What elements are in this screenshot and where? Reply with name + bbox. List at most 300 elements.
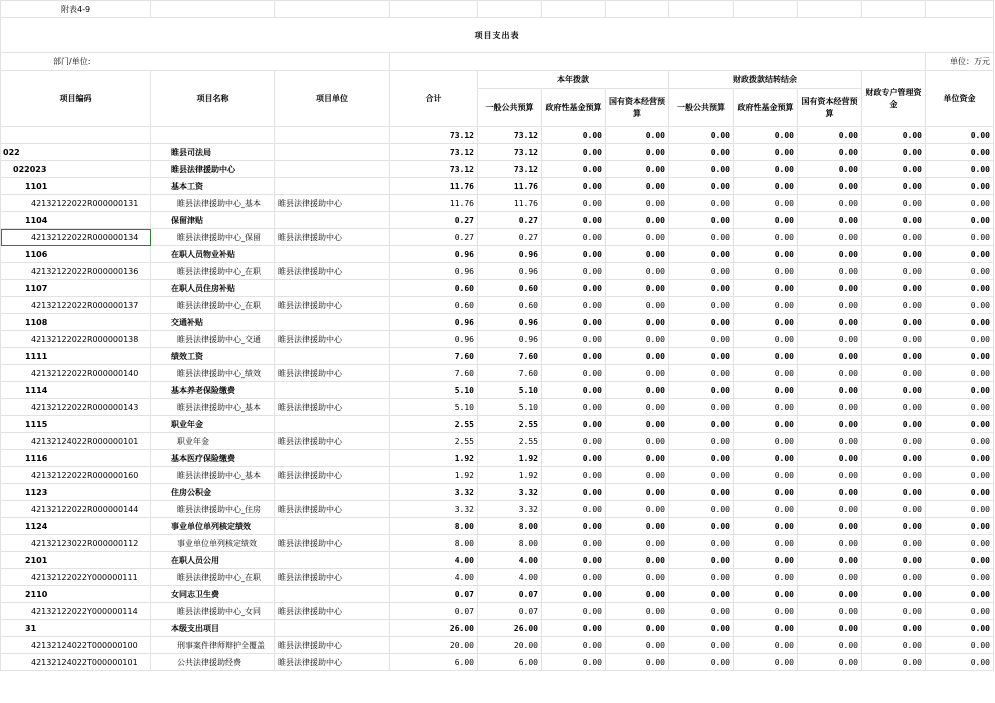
- cell-c_gf[interactable]: 0.00: [734, 331, 798, 348]
- cell-own[interactable]: 0.00: [926, 348, 994, 365]
- cell-unit[interactable]: 睢县法律援助中心: [275, 535, 390, 552]
- cell-unit[interactable]: [275, 586, 390, 603]
- cell-sp[interactable]: 0.00: [862, 586, 926, 603]
- cell-sc[interactable]: 0.00: [606, 535, 669, 552]
- cell-sp[interactable]: 0.00: [862, 535, 926, 552]
- cell-total[interactable]: 0.96: [390, 246, 478, 263]
- cell-gp[interactable]: 4.00: [478, 552, 542, 569]
- cell-c_sc[interactable]: 0.00: [798, 348, 862, 365]
- cell-sc[interactable]: 0.00: [606, 229, 669, 246]
- cell-own[interactable]: 0.00: [926, 416, 994, 433]
- cell-c_gp[interactable]: 0.00: [669, 399, 734, 416]
- cell-own[interactable]: 0.00: [926, 535, 994, 552]
- cell-c_sc[interactable]: 0.00: [798, 501, 862, 518]
- cell-c_sc[interactable]: 0.00: [798, 246, 862, 263]
- cell-c_sc[interactable]: 0.00: [798, 331, 862, 348]
- cell-sp[interactable]: 0.00: [862, 552, 926, 569]
- cell-c_sc[interactable]: 0.00: [798, 518, 862, 535]
- cell-own[interactable]: 0.00: [926, 195, 994, 212]
- cell-sc[interactable]: 0.00: [606, 484, 669, 501]
- cell-gf[interactable]: 0.00: [542, 637, 606, 654]
- cell-gp[interactable]: 11.76: [478, 178, 542, 195]
- cell-c_gp[interactable]: 0.00: [669, 467, 734, 484]
- cell-unit[interactable]: 睢县法律援助中心: [275, 637, 390, 654]
- cell-total[interactable]: 0.07: [390, 586, 478, 603]
- cell-sp[interactable]: 0.00: [862, 263, 926, 280]
- cell-sc[interactable]: 0.00: [606, 501, 669, 518]
- cell-gp[interactable]: 3.32: [478, 484, 542, 501]
- cell-name[interactable]: 睢县法律援助中心_绩效: [151, 365, 275, 382]
- cell-name[interactable]: 睢县司法局: [151, 144, 275, 161]
- cell-c_gf[interactable]: 0.00: [734, 484, 798, 501]
- cell-own[interactable]: 0.00: [926, 161, 994, 178]
- cell-gp[interactable]: 5.10: [478, 382, 542, 399]
- cell-gf[interactable]: 0.00: [542, 569, 606, 586]
- cell-c_gf[interactable]: 0.00: [734, 144, 798, 161]
- cell-total[interactable]: 7.60: [390, 348, 478, 365]
- cell-total[interactable]: 0.60: [390, 280, 478, 297]
- cell-gf[interactable]: 0.00: [542, 314, 606, 331]
- cell-c_sc[interactable]: 0.00: [798, 195, 862, 212]
- cell-gp[interactable]: 26.00: [478, 620, 542, 637]
- cell-sc[interactable]: 0.00: [606, 212, 669, 229]
- cell-sc[interactable]: 0.00: [606, 314, 669, 331]
- cell-sp[interactable]: 0.00: [862, 161, 926, 178]
- cell-sc[interactable]: 0.00: [606, 280, 669, 297]
- cell-c_sc[interactable]: 0.00: [798, 280, 862, 297]
- cell-unit[interactable]: [275, 620, 390, 637]
- cell-c_gf[interactable]: 0.00: [734, 501, 798, 518]
- cell-unit[interactable]: 睢县法律援助中心: [275, 399, 390, 416]
- cell-gf[interactable]: 0.00: [542, 382, 606, 399]
- cell-sp[interactable]: 0.00: [862, 654, 926, 671]
- cell-gf[interactable]: 0.00: [542, 620, 606, 637]
- cell-c_gp[interactable]: 0.00: [669, 178, 734, 195]
- cell-gf[interactable]: 0.00: [542, 178, 606, 195]
- cell-name[interactable]: 职业年金: [151, 433, 275, 450]
- cell-gp[interactable]: 1.92: [478, 450, 542, 467]
- cell-sp[interactable]: 0.00: [862, 297, 926, 314]
- cell-c_gp[interactable]: 0.00: [669, 620, 734, 637]
- cell-name[interactable]: 本级支出项目: [151, 620, 275, 637]
- cell-unit[interactable]: [275, 382, 390, 399]
- cell-code[interactable]: 42132124022T000000100: [1, 637, 151, 654]
- cell-c_gp[interactable]: 0.00: [669, 586, 734, 603]
- cell-c_gp[interactable]: 0.00: [669, 382, 734, 399]
- cell-c_gp[interactable]: 0.00: [669, 552, 734, 569]
- cell-total[interactable]: 26.00: [390, 620, 478, 637]
- cell-sc[interactable]: 0.00: [606, 637, 669, 654]
- cell-gp[interactable]: 0.60: [478, 297, 542, 314]
- cell-sc[interactable]: 0.00: [606, 433, 669, 450]
- cell-name[interactable]: 交通补贴: [151, 314, 275, 331]
- cell-gp[interactable]: 0.60: [478, 280, 542, 297]
- cell-sp[interactable]: 0.00: [862, 484, 926, 501]
- cell-own[interactable]: 0.00: [926, 501, 994, 518]
- cell-unit[interactable]: [275, 484, 390, 501]
- cell-unit[interactable]: 睢县法律援助中心: [275, 603, 390, 620]
- cell-sc[interactable]: 0.00: [606, 161, 669, 178]
- cell-own[interactable]: 0.00: [926, 314, 994, 331]
- cell-c_gf[interactable]: 0.00: [734, 399, 798, 416]
- cell-name[interactable]: 基本医疗保险缴费: [151, 450, 275, 467]
- cell-c_gf[interactable]: 0.00: [734, 552, 798, 569]
- cell-c_gp[interactable]: 0.00: [669, 280, 734, 297]
- cell-code[interactable]: 1108: [1, 314, 151, 331]
- cell-gf[interactable]: 0.00: [542, 535, 606, 552]
- cell-gf[interactable]: 0.00: [542, 433, 606, 450]
- cell-own[interactable]: 0.00: [926, 144, 994, 161]
- cell-name[interactable]: 保留津贴: [151, 212, 275, 229]
- cell-sc[interactable]: 0.00: [606, 195, 669, 212]
- cell-c_gf[interactable]: 0.00: [734, 603, 798, 620]
- cell-sc[interactable]: 0.00: [606, 450, 669, 467]
- cell-name[interactable]: [151, 127, 275, 144]
- cell-unit[interactable]: 睢县法律援助中心: [275, 433, 390, 450]
- cell-c_gf[interactable]: 0.00: [734, 246, 798, 263]
- cell-c_sc[interactable]: 0.00: [798, 297, 862, 314]
- cell-gp[interactable]: 0.27: [478, 229, 542, 246]
- cell-name[interactable]: 睢县法律援助中心_基本: [151, 195, 275, 212]
- cell-c_gp[interactable]: 0.00: [669, 518, 734, 535]
- cell-sc[interactable]: 0.00: [606, 654, 669, 671]
- cell-code[interactable]: 42132122022R000000136: [1, 263, 151, 280]
- cell-name[interactable]: 公共法律援助经费: [151, 654, 275, 671]
- cell-sc[interactable]: 0.00: [606, 569, 669, 586]
- cell-total[interactable]: 0.27: [390, 229, 478, 246]
- cell-sc[interactable]: 0.00: [606, 263, 669, 280]
- cell-code[interactable]: 1116: [1, 450, 151, 467]
- cell-c_gp[interactable]: 0.00: [669, 212, 734, 229]
- cell-own[interactable]: 0.00: [926, 654, 994, 671]
- cell-gp[interactable]: 11.76: [478, 195, 542, 212]
- cell-c_gp[interactable]: 0.00: [669, 654, 734, 671]
- cell-unit[interactable]: [275, 450, 390, 467]
- cell-total[interactable]: 11.76: [390, 195, 478, 212]
- cell-total[interactable]: 4.00: [390, 569, 478, 586]
- cell-c_sc[interactable]: 0.00: [798, 229, 862, 246]
- cell-sp[interactable]: 0.00: [862, 178, 926, 195]
- cell-code[interactable]: 42132123022R000000112: [1, 535, 151, 552]
- cell-unit[interactable]: [275, 314, 390, 331]
- cell-c_gf[interactable]: 0.00: [734, 654, 798, 671]
- cell-total[interactable]: 3.32: [390, 484, 478, 501]
- cell-c_gp[interactable]: 0.00: [669, 229, 734, 246]
- cell-total[interactable]: 3.32: [390, 501, 478, 518]
- cell-c_sc[interactable]: 0.00: [798, 603, 862, 620]
- cell-name[interactable]: 刑事案件律师辩护全覆盖: [151, 637, 275, 654]
- cell-total[interactable]: 2.55: [390, 433, 478, 450]
- cell-code[interactable]: 1111: [1, 348, 151, 365]
- cell-unit[interactable]: [275, 212, 390, 229]
- cell-gf[interactable]: 0.00: [542, 246, 606, 263]
- cell-sp[interactable]: 0.00: [862, 620, 926, 637]
- cell-gp[interactable]: 0.96: [478, 331, 542, 348]
- cell-own[interactable]: 0.00: [926, 620, 994, 637]
- cell-own[interactable]: 0.00: [926, 467, 994, 484]
- cell-sc[interactable]: 0.00: [606, 331, 669, 348]
- cell-gf[interactable]: 0.00: [542, 603, 606, 620]
- cell-sp[interactable]: 0.00: [862, 280, 926, 297]
- cell-c_gp[interactable]: 0.00: [669, 433, 734, 450]
- cell-sc[interactable]: 0.00: [606, 348, 669, 365]
- cell-name[interactable]: 在职人员住房补贴: [151, 280, 275, 297]
- cell-c_gf[interactable]: 0.00: [734, 416, 798, 433]
- cell-unit[interactable]: 睢县法律援助中心: [275, 365, 390, 382]
- cell-c_gf[interactable]: 0.00: [734, 569, 798, 586]
- cell-c_gf[interactable]: 0.00: [734, 637, 798, 654]
- cell-total[interactable]: 8.00: [390, 535, 478, 552]
- cell-sc[interactable]: 0.00: [606, 603, 669, 620]
- cell-code[interactable]: 1106: [1, 246, 151, 263]
- cell-c_gp[interactable]: 0.00: [669, 161, 734, 178]
- cell-sp[interactable]: 0.00: [862, 229, 926, 246]
- cell-sc[interactable]: 0.00: [606, 416, 669, 433]
- cell-sp[interactable]: 0.00: [862, 144, 926, 161]
- cell-gf[interactable]: 0.00: [542, 229, 606, 246]
- cell-c_sc[interactable]: 0.00: [798, 586, 862, 603]
- cell-c_sc[interactable]: 0.00: [798, 433, 862, 450]
- cell-gp[interactable]: 73.12: [478, 144, 542, 161]
- cell-gf[interactable]: 0.00: [542, 450, 606, 467]
- cell-c_gp[interactable]: 0.00: [669, 501, 734, 518]
- cell-sp[interactable]: 0.00: [862, 603, 926, 620]
- cell-own[interactable]: 0.00: [926, 586, 994, 603]
- cell-sp[interactable]: 0.00: [862, 382, 926, 399]
- cell-gf[interactable]: 0.00: [542, 518, 606, 535]
- cell-gf[interactable]: 0.00: [542, 280, 606, 297]
- cell-gp[interactable]: 7.60: [478, 348, 542, 365]
- cell-c_sc[interactable]: 0.00: [798, 161, 862, 178]
- cell-sp[interactable]: 0.00: [862, 467, 926, 484]
- cell-gp[interactable]: 0.07: [478, 586, 542, 603]
- cell-sc[interactable]: 0.00: [606, 178, 669, 195]
- cell-total[interactable]: 0.60: [390, 297, 478, 314]
- cell-own[interactable]: 0.00: [926, 280, 994, 297]
- cell-total[interactable]: 5.10: [390, 382, 478, 399]
- cell-total[interactable]: 4.00: [390, 552, 478, 569]
- cell-sc[interactable]: 0.00: [606, 144, 669, 161]
- cell-sp[interactable]: 0.00: [862, 331, 926, 348]
- cell-unit[interactable]: 睢县法律援助中心: [275, 467, 390, 484]
- cell-unit[interactable]: [275, 348, 390, 365]
- cell-c_sc[interactable]: 0.00: [798, 552, 862, 569]
- cell-c_gp[interactable]: 0.00: [669, 569, 734, 586]
- cell-code[interactable]: 31: [1, 620, 151, 637]
- cell-c_gp[interactable]: 0.00: [669, 365, 734, 382]
- cell-total[interactable]: 20.00: [390, 637, 478, 654]
- cell-code[interactable]: 42132122022R000000137: [1, 297, 151, 314]
- cell-unit[interactable]: [275, 280, 390, 297]
- cell-own[interactable]: 0.00: [926, 246, 994, 263]
- cell-total[interactable]: 2.55: [390, 416, 478, 433]
- cell-c_sc[interactable]: 0.00: [798, 399, 862, 416]
- cell-gf[interactable]: 0.00: [542, 399, 606, 416]
- cell-gp[interactable]: 6.00: [478, 654, 542, 671]
- cell-sp[interactable]: 0.00: [862, 348, 926, 365]
- cell-gp[interactable]: 73.12: [478, 161, 542, 178]
- cell-gf[interactable]: 0.00: [542, 654, 606, 671]
- cell-c_sc[interactable]: 0.00: [798, 382, 862, 399]
- cell-gp[interactable]: 3.32: [478, 501, 542, 518]
- cell-own[interactable]: 0.00: [926, 569, 994, 586]
- cell-gp[interactable]: 0.96: [478, 263, 542, 280]
- cell-total[interactable]: 0.96: [390, 331, 478, 348]
- cell-name[interactable]: 睢县法律援助中心_女同: [151, 603, 275, 620]
- cell-c_gf[interactable]: 0.00: [734, 127, 798, 144]
- cell-own[interactable]: 0.00: [926, 433, 994, 450]
- cell-code[interactable]: 42132122022R000000134: [1, 229, 151, 246]
- cell-c_gf[interactable]: 0.00: [734, 297, 798, 314]
- cell-unit[interactable]: 睢县法律援助中心: [275, 569, 390, 586]
- cell-total[interactable]: 11.76: [390, 178, 478, 195]
- cell-sc[interactable]: 0.00: [606, 467, 669, 484]
- cell-unit[interactable]: [275, 246, 390, 263]
- cell-own[interactable]: 0.00: [926, 637, 994, 654]
- cell-c_gf[interactable]: 0.00: [734, 161, 798, 178]
- cell-sp[interactable]: 0.00: [862, 195, 926, 212]
- cell-c_sc[interactable]: 0.00: [798, 212, 862, 229]
- cell-name[interactable]: 睢县法律援助中心_在职: [151, 297, 275, 314]
- cell-sp[interactable]: 0.00: [862, 314, 926, 331]
- cell-own[interactable]: 0.00: [926, 229, 994, 246]
- cell-own[interactable]: 0.00: [926, 484, 994, 501]
- cell-gp[interactable]: 0.27: [478, 212, 542, 229]
- cell-gf[interactable]: 0.00: [542, 144, 606, 161]
- cell-name[interactable]: 睢县法律援助中心_保留: [151, 229, 275, 246]
- cell-name[interactable]: 职业年金: [151, 416, 275, 433]
- cell-name[interactable]: 女同志卫生费: [151, 586, 275, 603]
- cell-c_gf[interactable]: 0.00: [734, 263, 798, 280]
- cell-unit[interactable]: 睢县法律援助中心: [275, 297, 390, 314]
- cell-gf[interactable]: 0.00: [542, 348, 606, 365]
- cell-sp[interactable]: 0.00: [862, 212, 926, 229]
- cell-c_gf[interactable]: 0.00: [734, 620, 798, 637]
- cell-code[interactable]: 2101: [1, 552, 151, 569]
- cell-c_sc[interactable]: 0.00: [798, 263, 862, 280]
- cell-gf[interactable]: 0.00: [542, 263, 606, 280]
- cell-total[interactable]: 1.92: [390, 467, 478, 484]
- cell-c_sc[interactable]: 0.00: [798, 484, 862, 501]
- cell-code[interactable]: 1101: [1, 178, 151, 195]
- cell-sc[interactable]: 0.00: [606, 399, 669, 416]
- cell-gp[interactable]: 2.55: [478, 416, 542, 433]
- cell-name[interactable]: 基本工资: [151, 178, 275, 195]
- cell-gf[interactable]: 0.00: [542, 501, 606, 518]
- cell-c_gf[interactable]: 0.00: [734, 195, 798, 212]
- cell-c_gf[interactable]: 0.00: [734, 382, 798, 399]
- cell-total[interactable]: 8.00: [390, 518, 478, 535]
- cell-c_gf[interactable]: 0.00: [734, 433, 798, 450]
- cell-code[interactable]: 42132122022Y000000114: [1, 603, 151, 620]
- cell-c_gp[interactable]: 0.00: [669, 637, 734, 654]
- cell-name[interactable]: 睢县法律援助中心_交通: [151, 331, 275, 348]
- cell-code[interactable]: 42132122022R000000143: [1, 399, 151, 416]
- cell-c_gf[interactable]: 0.00: [734, 586, 798, 603]
- cell-gf[interactable]: 0.00: [542, 161, 606, 178]
- cell-code[interactable]: [1, 127, 151, 144]
- cell-total[interactable]: 0.27: [390, 212, 478, 229]
- cell-own[interactable]: 0.00: [926, 603, 994, 620]
- cell-gp[interactable]: 73.12: [478, 127, 542, 144]
- cell-c_gf[interactable]: 0.00: [734, 212, 798, 229]
- cell-name[interactable]: 住房公积金: [151, 484, 275, 501]
- cell-unit[interactable]: 睢县法律援助中心: [275, 654, 390, 671]
- cell-gf[interactable]: 0.00: [542, 195, 606, 212]
- cell-c_sc[interactable]: 0.00: [798, 535, 862, 552]
- cell-sp[interactable]: 0.00: [862, 450, 926, 467]
- cell-total[interactable]: 0.96: [390, 314, 478, 331]
- cell-code[interactable]: 42132124022R000000101: [1, 433, 151, 450]
- cell-c_sc[interactable]: 0.00: [798, 144, 862, 161]
- cell-gp[interactable]: 8.00: [478, 518, 542, 535]
- cell-own[interactable]: 0.00: [926, 297, 994, 314]
- cell-total[interactable]: 7.60: [390, 365, 478, 382]
- cell-c_sc[interactable]: 0.00: [798, 178, 862, 195]
- cell-sc[interactable]: 0.00: [606, 365, 669, 382]
- cell-c_gf[interactable]: 0.00: [734, 178, 798, 195]
- cell-gp[interactable]: 8.00: [478, 535, 542, 552]
- cell-c_sc[interactable]: 0.00: [798, 569, 862, 586]
- cell-sp[interactable]: 0.00: [862, 127, 926, 144]
- cell-gp[interactable]: 0.96: [478, 246, 542, 263]
- cell-gf[interactable]: 0.00: [542, 365, 606, 382]
- cell-own[interactable]: 0.00: [926, 365, 994, 382]
- cell-code[interactable]: 42132122022R000000131: [1, 195, 151, 212]
- cell-sc[interactable]: 0.00: [606, 620, 669, 637]
- cell-own[interactable]: 0.00: [926, 399, 994, 416]
- cell-code[interactable]: 1114: [1, 382, 151, 399]
- cell-code[interactable]: 42132122022Y000000111: [1, 569, 151, 586]
- cell-c_gp[interactable]: 0.00: [669, 314, 734, 331]
- cell-gp[interactable]: 5.10: [478, 399, 542, 416]
- cell-c_sc[interactable]: 0.00: [798, 450, 862, 467]
- cell-name[interactable]: 睢县法律援助中心_基本: [151, 467, 275, 484]
- cell-sp[interactable]: 0.00: [862, 569, 926, 586]
- cell-c_sc[interactable]: 0.00: [798, 127, 862, 144]
- cell-sc[interactable]: 0.00: [606, 246, 669, 263]
- cell-c_sc[interactable]: 0.00: [798, 314, 862, 331]
- cell-code[interactable]: 1123: [1, 484, 151, 501]
- cell-total[interactable]: 5.10: [390, 399, 478, 416]
- cell-gp[interactable]: 0.07: [478, 603, 542, 620]
- cell-unit[interactable]: 睢县法律援助中心: [275, 229, 390, 246]
- cell-unit[interactable]: 睢县法律援助中心: [275, 501, 390, 518]
- cell-unit[interactable]: 睢县法律援助中心: [275, 331, 390, 348]
- cell-c_gp[interactable]: 0.00: [669, 416, 734, 433]
- cell-c_gp[interactable]: 0.00: [669, 603, 734, 620]
- cell-c_gp[interactable]: 0.00: [669, 144, 734, 161]
- cell-name[interactable]: 绩效工资: [151, 348, 275, 365]
- cell-c_gp[interactable]: 0.00: [669, 450, 734, 467]
- cell-c_gf[interactable]: 0.00: [734, 314, 798, 331]
- cell-unit[interactable]: [275, 144, 390, 161]
- cell-c_gp[interactable]: 0.00: [669, 127, 734, 144]
- cell-code[interactable]: 42132124022T000000101: [1, 654, 151, 671]
- cell-gp[interactable]: 0.96: [478, 314, 542, 331]
- cell-code[interactable]: 1104: [1, 212, 151, 229]
- cell-name[interactable]: 睢县法律援助中心: [151, 161, 275, 178]
- cell-total[interactable]: 0.96: [390, 263, 478, 280]
- cell-code[interactable]: 42132122022R000000140: [1, 365, 151, 382]
- cell-c_gf[interactable]: 0.00: [734, 348, 798, 365]
- cell-unit[interactable]: [275, 178, 390, 195]
- cell-own[interactable]: 0.00: [926, 450, 994, 467]
- cell-sc[interactable]: 0.00: [606, 586, 669, 603]
- cell-unit[interactable]: 睢县法律援助中心: [275, 195, 390, 212]
- cell-gf[interactable]: 0.00: [542, 416, 606, 433]
- cell-own[interactable]: 0.00: [926, 331, 994, 348]
